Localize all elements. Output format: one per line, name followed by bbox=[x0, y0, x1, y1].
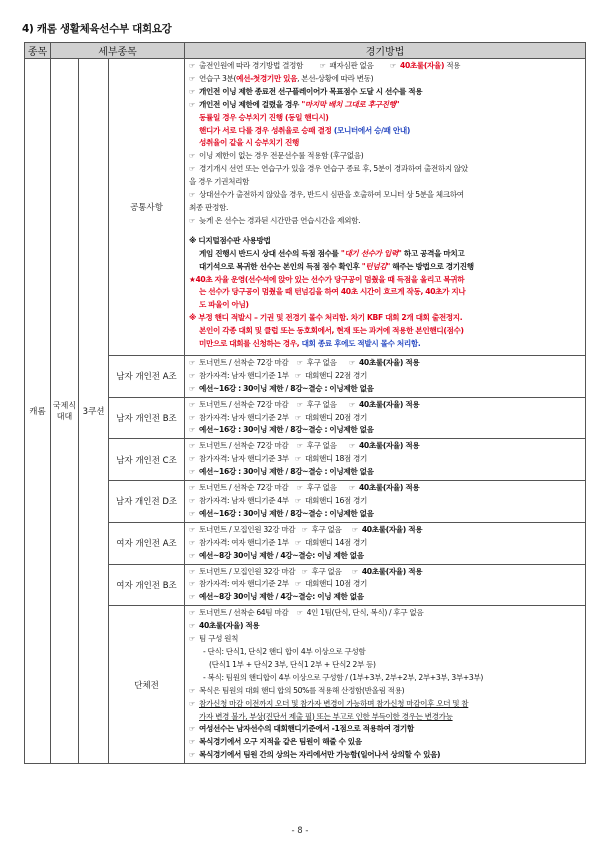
division-row bbox=[25, 355, 586, 397]
hand-icon: ☞ bbox=[189, 371, 195, 380]
team-row bbox=[25, 606, 586, 764]
division-label: 남자 개인전 B조 bbox=[109, 397, 185, 439]
hand-icon: ☞ bbox=[294, 497, 301, 505]
hand-icon: ☞ bbox=[189, 400, 195, 409]
event-cell: 캐롬 bbox=[25, 59, 51, 764]
hand-icon: ☞ bbox=[189, 593, 195, 602]
hand-icon: ☞ bbox=[189, 509, 195, 518]
division-label: 여자 개인전 B조 bbox=[109, 564, 185, 606]
hand-icon: ☞ bbox=[189, 751, 195, 760]
hand-icon: ☞ bbox=[189, 442, 195, 451]
star-icon: ★ bbox=[189, 274, 196, 284]
rule-line: ☞ 상대선수가 출전하지 않았을 경우, 반드시 심판을 호출하여 모니터 상 5분을 체크하여 bbox=[189, 189, 581, 202]
rule-line: 핸디가 서로 다를 경우 성취율로 승패 결정 (모니터에서 승/패 안내) bbox=[199, 125, 410, 135]
hand-icon: ☞ bbox=[348, 400, 355, 409]
col-header-sub-event: 세부종목 bbox=[51, 43, 185, 59]
division-rules: ☞ 토너먼트 / 선착순 72강 마감 ☞ 후구 없음 ☞ 40초룰(자율) 적용 ☞ 참가자격: 남자 핸디기준 4부 ☞ 대회핸디 16점 경기 ☞ 예선~16강 : 30이닝 제한 / 8강~결승 : 이닝제한 없음 bbox=[185, 481, 586, 523]
hand-icon: ☞ bbox=[296, 400, 303, 409]
rules-table bbox=[24, 42, 586, 764]
hand-icon: ☞ bbox=[319, 62, 326, 70]
hand-icon: ☞ bbox=[189, 525, 195, 534]
hand-icon: ☞ bbox=[189, 738, 195, 747]
hand-icon: ☞ bbox=[189, 580, 195, 589]
rule-line: 가자 변경 불가, 부상(진단서 제출 필) 또는 부고로 인한 부득이한 경우는 변경가능 bbox=[199, 711, 453, 721]
common-label: 공통사항 bbox=[109, 59, 185, 356]
hand-icon: ☞ bbox=[189, 62, 195, 70]
sub-event-cell: 국제식 대대 bbox=[51, 59, 79, 764]
rule-line: ☞ 개인전 이닝 제한에 걸렸을 경우 "마지막 배치 그대로 후구진행" bbox=[189, 99, 581, 112]
hand-icon: ☞ bbox=[189, 538, 195, 547]
rule-line: 최종 판정함. bbox=[189, 202, 229, 212]
hand-icon: ☞ bbox=[351, 567, 358, 576]
hand-icon: ☞ bbox=[189, 100, 195, 109]
hand-icon: ☞ bbox=[294, 538, 301, 547]
note-title: ※ 디지털점수판 사용방법 bbox=[189, 235, 271, 245]
rule-line: ☞ 연습구 3분(예선-첫경기만 있음, 본선-상황에 따라 변동) bbox=[189, 73, 581, 86]
hand-icon: ☞ bbox=[189, 635, 195, 644]
hand-icon: ☞ bbox=[189, 455, 195, 464]
hand-icon: ☞ bbox=[189, 191, 195, 200]
hand-icon: ☞ bbox=[294, 580, 301, 589]
rule-line: 을 경우 기권처리함 bbox=[189, 177, 250, 187]
hand-icon: ☞ bbox=[348, 358, 355, 367]
hand-icon: ☞ bbox=[348, 484, 355, 493]
rule-line: ☞ 늦게 온 선수는 경과된 시간만큼 연습시간을 제외함. bbox=[189, 215, 581, 228]
note-line: 는 선수가 당구공이 멈췄을 때 턴넘김을 하여 40초 시간이 흐르게 작동, 40초가 지나 bbox=[199, 287, 466, 297]
division-row bbox=[25, 397, 586, 439]
rule-line: 성취율이 같을 시 승부치기 진행 bbox=[199, 138, 300, 148]
common-rules bbox=[185, 59, 586, 356]
note-line: 게임 진행시 반드시 상대 선수의 득점 점수를 "대기 선수가 입력" 하고 공격을 마치고 bbox=[199, 248, 465, 258]
rule-line: - 단식: 단식1, 단식2 핸디 합이 4부 이상으로 구성함 bbox=[203, 646, 366, 656]
hand-icon: ☞ bbox=[296, 442, 303, 451]
division-label: 남자 개인전 C조 bbox=[109, 439, 185, 481]
division-rules: ☞ 토너먼트 / 선착순 72강 마감 ☞ 후구 없음 ☞ 40초룰(자율) 적용 ☞ 참가자격: 남자 핸디기준 1부 ☞ 대회핸디 22점 경기 ☞ 예선~16강 : 30이닝 제한 / 8강~결승 : 이닝제한 없음 bbox=[185, 355, 586, 397]
hand-icon: ☞ bbox=[296, 358, 303, 367]
hand-icon: ☞ bbox=[390, 62, 396, 70]
hand-icon: ☞ bbox=[189, 358, 195, 367]
note-line: ★40초 자율 운영(선수석에 앉아 있는 선수가 당구공이 멈췄을 때 득점을 올리고 복귀하 bbox=[189, 274, 465, 284]
hand-icon: ☞ bbox=[189, 165, 195, 174]
division-rules: ☞ 토너먼트 / 선착순 72강 마감 ☞ 후구 없음 ☞ 40초룰(자율) 적용 ☞ 참가자격: 남자 핸디기준 2부 ☞ 대회핸디 20점 경기 ☞ 예선~16강 : 30이닝 제한 / 8강~결승 : 이닝제한 없음 bbox=[185, 397, 586, 439]
hand-icon: ☞ bbox=[301, 525, 308, 534]
division-rules: ☞ 토너먼트 / 모집인원 32강 마감 ☞ 후구 없음 ☞ 40초룰(자율) 적용 ☞ 참가자격: 여자 핸디기준 2부 ☞ 대회핸디 10점 경기 ☞ 예선~8강 30이닝 제한 / 4강~결승: 이닝 제한 없음 bbox=[185, 564, 586, 606]
rule-line: ☞ 출전인원에 따라 경기방법 결정함 ☞ 패자심판 없음 ☞ 40초룰(자율) 적용 bbox=[189, 60, 581, 73]
hand-icon: ☞ bbox=[294, 371, 301, 380]
cushion-cell: 3쿠션 bbox=[79, 59, 109, 764]
hand-icon: ☞ bbox=[189, 567, 195, 576]
note-line: ※ 부정 핸디 적발시 – 기권 및 전경기 몰수 처리함. 차기 KBF 대회 2개 대회 출전정지. bbox=[189, 313, 463, 323]
hand-icon: ☞ bbox=[189, 468, 195, 477]
division-label: 여자 개인전 A조 bbox=[109, 522, 185, 564]
rule-line: ☞ 개인전 이닝 제한 종료전 선구플레이어가 목표점수 도달 시 선수를 적용 bbox=[189, 86, 581, 99]
hand-icon: ☞ bbox=[189, 551, 195, 560]
hand-icon: ☞ bbox=[189, 426, 195, 435]
rule-line: ☞ 이닝 제한이 없는 경우 전문선수룰 적용함 (후구없음) bbox=[189, 150, 581, 163]
team-label: 단체전 bbox=[109, 606, 185, 764]
page-number: - 8 - bbox=[291, 826, 309, 836]
note-line: 대기석으로 복귀한 선수는 본인의 득점 점수 확인후 "턴넘김" 해주는 방법으로 경기진행 bbox=[199, 261, 474, 271]
division-row bbox=[25, 481, 586, 523]
hand-icon: ☞ bbox=[296, 484, 303, 493]
note-line: 본인이 각종 대회 및 클럽 또는 동호회에서, 현재 또는 과거에 적용한 본인핸디(점수) bbox=[199, 326, 464, 336]
hand-icon: ☞ bbox=[189, 725, 195, 734]
rule-line: 동률일 경우 승부치기 진행 (동일 핸디시) bbox=[199, 112, 329, 122]
header-row bbox=[25, 43, 586, 59]
hand-icon: ☞ bbox=[348, 442, 355, 451]
hand-icon: ☞ bbox=[189, 216, 195, 225]
hand-icon: ☞ bbox=[189, 622, 195, 631]
rule-line: - 복식: 팀원의 핸디합이 4부 이상으로 구성함 / (1부+3부, 2부+2부, 2부+3부, 3부+3부) bbox=[203, 672, 483, 682]
division-row bbox=[25, 439, 586, 481]
team-rules: ☞ 토너먼트 / 선착순 64팀 마감 ☞ 4인 1팀(단식, 단식, 복식) / 후구 없음 ☞ 40초룰(자율) 적용 ☞ 팀 구성 원칙 - 단식: 단식1, 단식2 핸디 합이 4부 이상으로 구성함 (단식1 1부 + 단식2 3부, 단식1 2부 + 단식2 2부 등) - 복식: 팀원의 핸디합이 4부 이상으로 구성함 / (1부+3부, 2부+2부, 2부+3부, 3부+3부) ☞ 복식은 팀원의 대회 핸디 합의 50%를 적용해 산정함(반올림 적용) ☞ 참가신청 마감 이전까지 오더 및 참가자 변경이 가능하며 참가신청 마감이후 오더 및 참 가자 변경 불가, 부상(진단서 제출 필) 또는 부고로 인한 부득이한 경우는 변경가능 ☞ 여성선수는 남자선수의 대회핸디기준에서 -1점으로 적용하여 경기함 ☞ 복식경기에서 오구 지적을 같은 팀원이 해줄 수 있음 ☞ 복식경기에서 팀원 간의 상의는 자리에서만 가능함(일어나서 상의할 수 있음) bbox=[185, 606, 586, 764]
common-row bbox=[25, 59, 586, 356]
hand-icon: ☞ bbox=[189, 87, 195, 96]
division-label: 남자 개인전 D조 bbox=[109, 481, 185, 523]
hand-icon: ☞ bbox=[189, 609, 195, 618]
hand-icon: ☞ bbox=[294, 413, 301, 422]
hand-icon: ☞ bbox=[301, 567, 308, 576]
hand-icon: ☞ bbox=[189, 484, 195, 493]
hand-icon: ☞ bbox=[351, 525, 358, 534]
division-row bbox=[25, 564, 586, 606]
rule-line: (단식1 1부 + 단식2 3부, 단식1 2부 + 단식2 2부 등) bbox=[209, 659, 376, 669]
division-label: 남자 개인전 A조 bbox=[109, 355, 185, 397]
division-row bbox=[25, 522, 586, 564]
section-heading: 4) 캐롬 생활체육선수부 대회요강 bbox=[22, 23, 172, 35]
col-header-event: 종목 bbox=[25, 43, 51, 59]
note-line: 도 파울이 아님) bbox=[199, 300, 249, 310]
hand-icon: ☞ bbox=[189, 686, 195, 695]
note-line: 미만으로 대회를 신청하는 경우, 대회 종료 후에도 적발시 몰수 처리함. bbox=[199, 339, 421, 349]
hand-icon: ☞ bbox=[189, 497, 195, 505]
hand-icon: ☞ bbox=[189, 152, 195, 161]
hand-icon: ☞ bbox=[189, 413, 195, 422]
rule-line: ☞ 경기개시 선언 또는 연습구가 있을 경우 연습구 종료 후, 5분이 경과하여 출전하지 않았 bbox=[189, 163, 581, 176]
division-rules: ☞ 토너먼트 / 모집인원 32강 마감 ☞ 후구 없음 ☞ 40초룰(자율) 적용 ☞ 참가자격: 여자 핸디기준 1부 ☞ 대회핸디 14점 경기 ☞ 예선~8강 30이닝 제한 / 4강~결승: 이닝 제한 없음 bbox=[185, 522, 586, 564]
hand-icon: ☞ bbox=[189, 384, 195, 393]
hand-icon: ☞ bbox=[294, 455, 301, 464]
hand-icon: ☞ bbox=[189, 74, 195, 83]
hand-icon: ☞ bbox=[296, 609, 303, 618]
division-rules: ☞ 토너먼트 / 선착순 72강 마감 ☞ 후구 없음 ☞ 40초룰(자율) 적용 ☞ 참가자격: 남자 핸디기준 3부 ☞ 대회핸디 18점 경기 ☞ 예선~16강 : 30이닝 제한 / 8강~결승 : 이닝제한 없음 bbox=[185, 439, 586, 481]
col-header-method: 경기방법 bbox=[185, 43, 586, 59]
hand-icon: ☞ bbox=[189, 699, 195, 708]
